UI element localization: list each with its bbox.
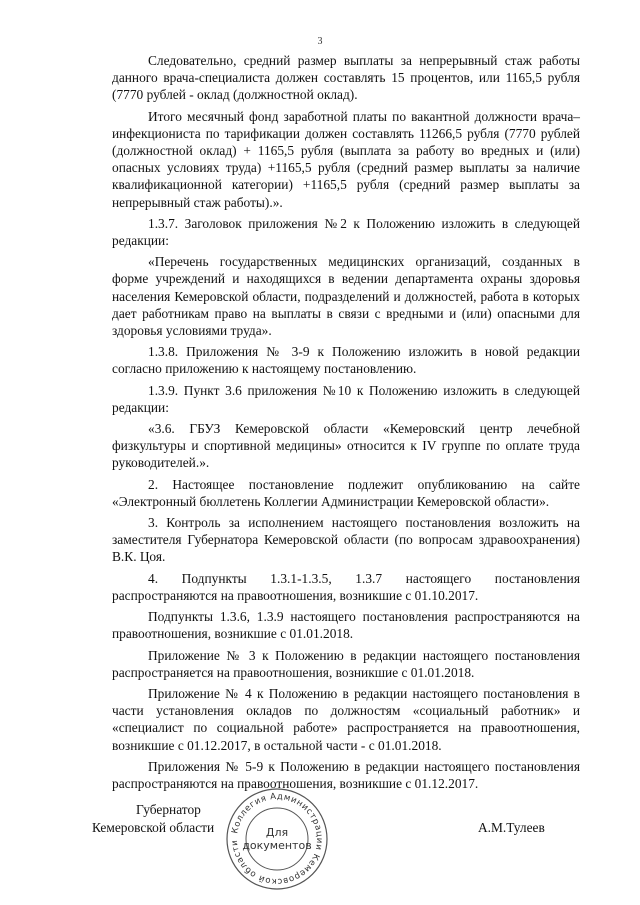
stamp-ring-text: Коллегия Администрации Кемеровской области [229,791,325,887]
paragraph: «Перечень государственных медицинских организаций, созданных в форме учреждений и находящихся в ведении департамента охраны здоровья населения Кемеровской области, подразделений и должностей, работа в которых дает работникам право на выплаты в связи с вредными и (или) опасными для здоровья условиями труда». [112,254,580,339]
paragraph: Подпункты 1.3.6, 1.3.9 настоящего постановления распространяются на правоотношения, возникшие с 01.01.2018. [112,609,580,642]
official-stamp-icon [222,784,332,894]
signature-block [0,784,640,905]
paragraph: 3. Контроль за исполнением настоящего постановления возложить на заместителя Губернатора Кемеровской области (по вопросам здравоохранения) В.К. Цоя. [112,515,580,565]
signatory-region: Кемеровской области [92,820,215,835]
paragraph: «3.6. ГБУЗ Кемеровской области «Кемеровский центр лечебной физкультуры и спортивной медицины» относится к IV группе по оплате труда руководителей.». [112,421,580,471]
stamp-center-line-1: Для [265,826,289,839]
paragraph: Приложения № 5-9 к Положению в редакции настоящего постановления распространяются на правоотношения, возникшие с 01.12.2017. [112,758,580,791]
signatory-name: А.М.Тулеев [478,820,545,835]
paragraph: 1.3.9. Пункт 3.6 приложения №10 к Положению изложить в следующей редакции: [112,382,580,415]
paragraph: Приложение № 3 к Положению в редакции настоящего постановления распространяется на правоотношения, возникшие с 01.01.2018. [112,647,580,680]
paragraph: 1.3.7. Заголовок приложения №2 к Положению изложить в следующей редакции: [112,215,580,249]
paragraph: 1.3.8. Приложения № 3-9 к Положению изложить в новой редакции согласно приложению к настоящему постановлению. [112,344,580,377]
signatory-title: Губернатор [136,802,201,817]
stamp-center-line-2: документов [242,839,312,852]
paragraph: Приложение № 4 к Положению в редакции настоящего постановления в части установления окладов по должностям «социальный работник» и «специалист по социальной работе» распространяется на правоотношения, возникшие с 01.12.2017, в остальной части - с 01.01.2018. [112,685,580,753]
paragraph: 4. Подпункты 1.3.1-1.3.5, 1.3.7 настоящего постановления распространяются на правоотношения, возникшие с 01.10.2017. [112,570,580,603]
paragraph: Итого месячный фонд заработной платы по вакантной должности врача–инфекциониста по тарификации должен составлять 11266,5 рубля (7770 рублей (должностной оклад) + 1165,5 рубля (выплата за работу во вредных и (или) опасных условиях труда) +1165,5 рубля (средний размер выплаты за наличие квалификационной категории) +1165,5 рубля (средний размер выплаты за непрерывный стаж работы).». [112,108,580,210]
document-body [112,52,580,796]
page-number: 3 [317,36,323,47]
paragraph: Следовательно, средний размер выплаты за непрерывный стаж работы данного врача-специалиста должен составлять 15 процентов, или 1165,5 рубля (7770 рублей - оклад (должностной оклад). [112,53,580,103]
paragraph: 2. Настоящее постановление подлежит опубликованию на сайте «Электронный бюллетень Коллегии Администрации Кемеровской области». [112,476,580,509]
